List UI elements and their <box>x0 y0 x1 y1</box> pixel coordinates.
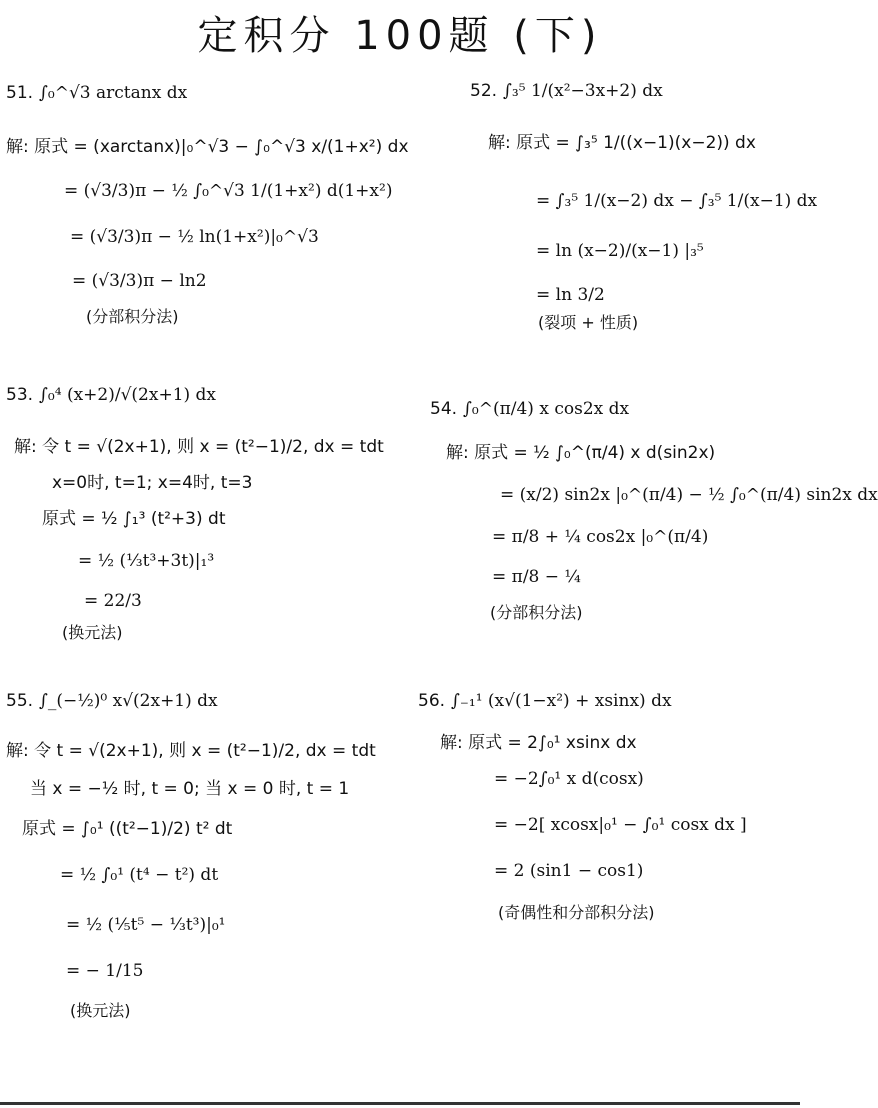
solution-step: = ln 3/2 <box>536 285 605 305</box>
solution-step: = 22/3 <box>84 591 142 611</box>
solution-step: 解: 令 t = √(2x+1), 则 x = (t²−1)/2, dx = tdt <box>6 741 376 761</box>
solution-step: = (√3/3)π − ln2 <box>72 271 207 291</box>
solution-step: 解: 原式 = (xarctanx)|₀^√3 − ∫₀^√3 x/(1+x²) dx <box>6 137 409 157</box>
problem-integral: ∫_(−½)⁰ x√(2x+1) dx <box>39 691 218 711</box>
solution-step: = π/8 − ¼ <box>492 567 581 587</box>
solution-step: 解: 原式 = 2∫₀¹ xsinx dx <box>440 733 637 753</box>
method-note: (换元法) <box>70 1001 131 1020</box>
problem-question <box>418 690 672 712</box>
problem-question <box>470 80 663 102</box>
problem-number: 52. <box>470 81 498 101</box>
solution-step: = (x/2) sin2x |₀^(π/4) − ½ ∫₀^(π/4) sin2x dx <box>500 485 878 505</box>
solution-step: = −2∫₀¹ x d(cosx) <box>494 769 644 789</box>
problem-question <box>430 398 629 420</box>
solution-step: = π/8 + ¼ cos2x |₀^(π/4) <box>492 527 709 547</box>
method-note: (换元法) <box>62 623 123 642</box>
problem-number: 55. <box>6 691 34 711</box>
solution-step: 解: 原式 = ∫₃⁵ 1/((x−1)(x−2)) dx <box>488 133 756 153</box>
problem-integral: ∫₋₁¹ (x√(1−x²) + xsinx) dx <box>451 691 672 711</box>
solution-step: = (√3/3)π − ½ ∫₀^√3 1/(1+x²) d(1+x²) <box>64 181 393 201</box>
solution-step: = ∫₃⁵ 1/(x−2) dx − ∫₃⁵ 1/(x−1) dx <box>536 191 818 211</box>
page-bottom-divider <box>0 1102 800 1105</box>
solution-step: = ln (x−2)/(x−1) |₃⁵ <box>536 241 704 261</box>
solution-step: = − 1/15 <box>66 961 144 981</box>
solution-step: 原式 = ½ ∫₁³ (t²+3) dt <box>42 509 226 529</box>
solution-step: = 2 (sin1 − cos1) <box>494 861 644 881</box>
method-note: (分部积分法) <box>86 307 179 326</box>
problem-number: 54. <box>430 399 458 419</box>
method-note: (奇偶性和分部积分法) <box>498 903 655 922</box>
problem-number: 51. <box>6 83 34 103</box>
problem-number: 56. <box>418 691 446 711</box>
solution-step: = (√3/3)π − ½ ln(1+x²)|₀^√3 <box>70 227 319 247</box>
problem-integral: ∫₃⁵ 1/(x²−3x+2) dx <box>503 81 663 101</box>
problem-question <box>6 690 218 712</box>
problem-question <box>6 384 216 406</box>
page-title: 定积分 100题 (下) <box>197 13 603 59</box>
problem-integral: ∫₀^(π/4) x cos2x dx <box>463 399 630 419</box>
solution-step: 当 x = −½ 时, t = 0; 当 x = 0 时, t = 1 <box>30 779 350 799</box>
solution-step: 解: 令 t = √(2x+1), 则 x = (t²−1)/2, dx = tdt <box>14 437 384 457</box>
solution-step: 解: 原式 = ½ ∫₀^(π/4) x d(sin2x) <box>446 443 716 463</box>
problem-number: 53. <box>6 385 34 405</box>
problem-integral: ∫₀^√3 arctanx dx <box>39 83 188 103</box>
method-note: (分部积分法) <box>490 603 583 622</box>
solution-step: = −2[ xcosx|₀¹ − ∫₀¹ cosx dx ] <box>494 815 747 835</box>
solution-step: = ½ ∫₀¹ (t⁴ − t²) dt <box>60 865 219 885</box>
problem-question <box>6 82 187 104</box>
method-note: (裂项 + 性质) <box>538 313 639 332</box>
problem-integral: ∫₀⁴ (x+2)/√(2x+1) dx <box>39 385 217 405</box>
solution-step: = ½ (⅓t³+3t)|₁³ <box>78 551 215 571</box>
solution-step: 原式 = ∫₀¹ ((t²−1)/2) t² dt <box>22 819 233 839</box>
solution-step: x=0时, t=1; x=4时, t=3 <box>52 473 253 493</box>
solution-step: = ½ (⅕t⁵ − ⅓t³)|₀¹ <box>66 915 226 935</box>
